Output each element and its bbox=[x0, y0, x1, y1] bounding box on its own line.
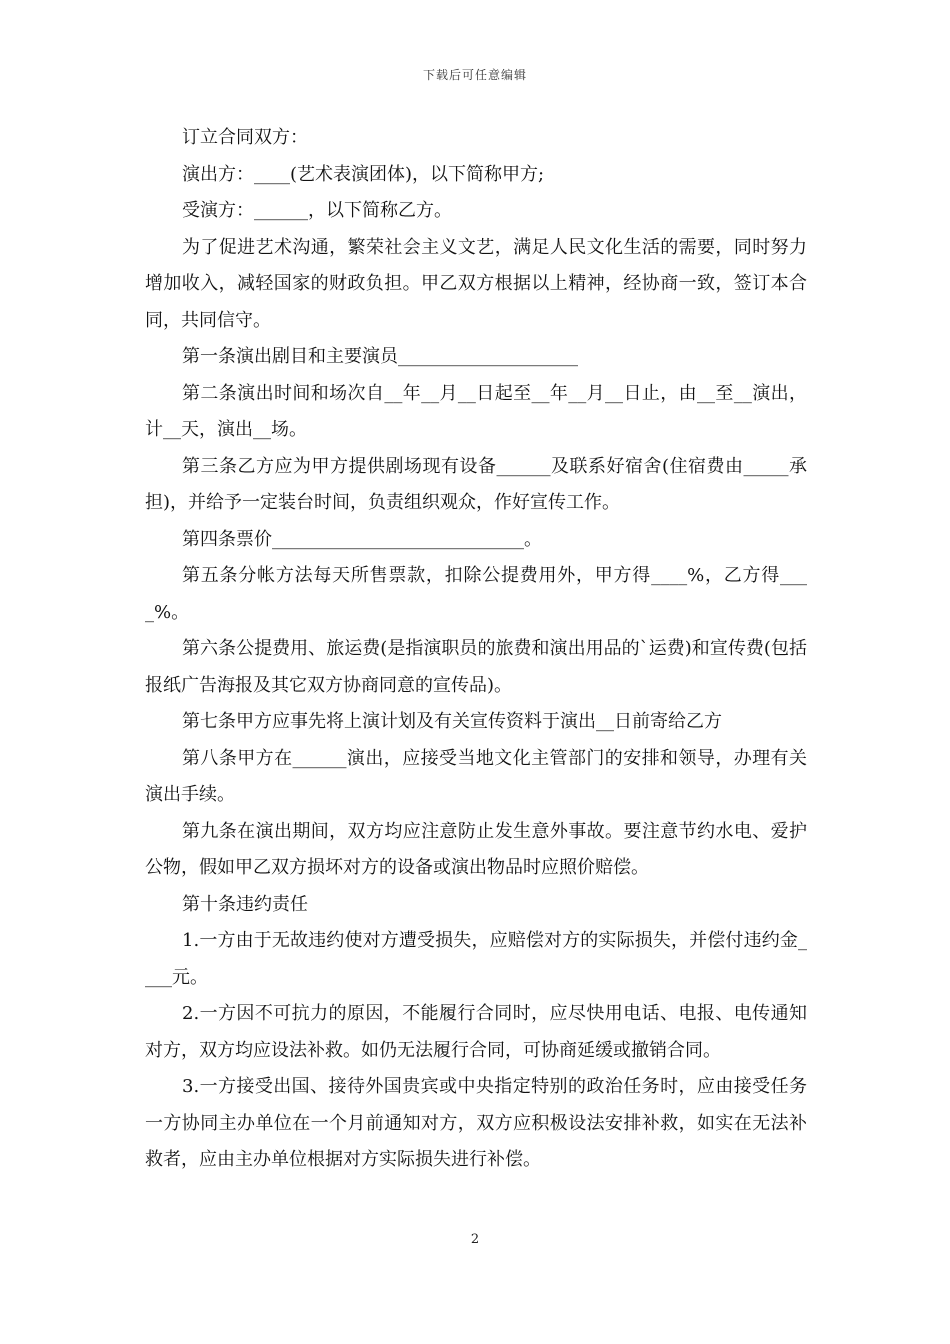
article-4: 第四条票价____________________________。 bbox=[182, 528, 542, 550]
article-6: 第六条公提费用、旅运费(是指演职员的旅费和演出用品的`运费)和宣传费(包括报纸广告海报及其它双方协商同意的宣传品)。 bbox=[145, 638, 807, 696]
page-header: 下载后可任意编辑 bbox=[422, 68, 527, 82]
article-3: 第三条乙方应为甲方提供剧场现有设备______及联系好宿舍(住宿费由_____承担)，并给予一定装台时间，负责组织观众，作好宣传工作。 bbox=[145, 455, 807, 513]
article-8: 第八条甲方在______演出，应接受当地文化主管部门的安排和领导，办理有关演出手续。 bbox=[145, 747, 807, 805]
performer-party-line: 演出方：____(艺术表演团体)，以下简称甲方; bbox=[182, 163, 545, 185]
article-1: 第一条演出剧目和主要演员____________________ bbox=[182, 346, 578, 367]
article-7: 第七条甲方应事先将上演计划及有关宣传资料于演出__日前寄给乙方 bbox=[182, 711, 722, 732]
host-party-line: 受演方：______，以下简称乙方。 bbox=[182, 200, 452, 221]
contract-parties-heading: 订立合同双方： bbox=[182, 127, 308, 148]
liability-clause-2: 2.一方因不可抗力的原因，不能履行合同时，应尽快用电话、电报、电传通知对方，双方均应设法补救。如仍无法履行合同，可协商延缓或撤销合同。 bbox=[145, 1003, 807, 1061]
article-10-heading: 第十条违约责任 bbox=[182, 893, 308, 915]
liability-clause-3: 3.一方接受出国、接待外国贵宾或中央指定特别的政治任务时，应由接受任务一方协同主办单位在一个月前通知对方，双方应积极设法安排补救，如实在无法补救者，应由主办单位根据对方实际损失进行补偿。 bbox=[145, 1076, 807, 1170]
article-9: 第九条在演出期间，双方均应注意防止发生意外事故。要注意节约水电、爱护公物，假如甲乙双方损坏对方的设备或演出物品时应照价赔偿。 bbox=[145, 820, 807, 878]
document-body bbox=[145, 120, 807, 1179]
preamble-paragraph: 为了促进艺术沟通，繁荣社会主义文艺，满足人民文化生活的需要，同时努力增加收入，减轻国家的财政负担。甲乙双方根据以上精神，经协商一致，签订本合同，共同信守。 bbox=[145, 236, 807, 331]
liability-clause-1: 1.一方由于无故违约使对方遭受损失，应赔偿对方的实际损失，并偿付违约金____元。 bbox=[145, 930, 807, 988]
article-5: 第五条分帐方法每天所售票款，扣除公提费用外，甲方得____%，乙方得____%。 bbox=[145, 565, 807, 623]
article-2: 第二条演出时间和场次自__年__月__日起至__年__月__日止，由__至__演出，计__天，演出__场。 bbox=[145, 382, 807, 440]
page-number: 2 bbox=[470, 1232, 480, 1247]
